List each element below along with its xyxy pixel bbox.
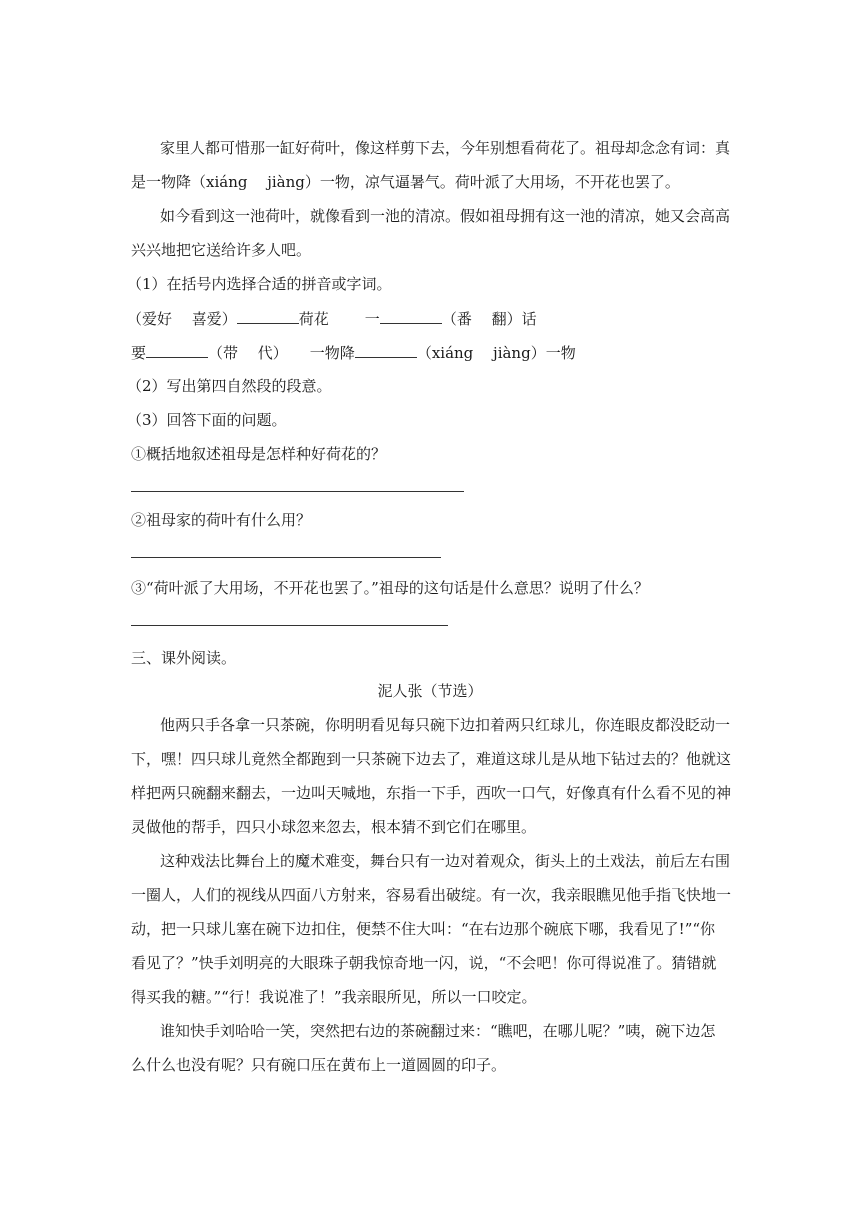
- option-text: 荷花: [298, 310, 329, 328]
- passage-line: 样把两只碗翻来翻去，一边叫天喊地，东指一下手，西吹一口气，好像真有什么看不见的神: [131, 784, 732, 802]
- passage-line: 一圈人，人们的视线从四面八方射来，容易看出破绽。有一次，我亲眼瞧见他手指飞快地一: [131, 886, 732, 904]
- question-1: （1）在括号内选择合适的拼音或字词。: [127, 275, 392, 293]
- section-heading: 三、课外阅读。: [131, 649, 237, 667]
- passage-title: 泥人张（节选）: [377, 682, 483, 700]
- passage-line: 家里人都可惜那一缸好荷叶，像这样剪下去，今年别想看荷花了。祖母却念念有词：真: [160, 139, 731, 157]
- fill-blank[interactable]: [355, 342, 417, 358]
- option-text: （爱好 喜爱）: [127, 310, 237, 328]
- option-text: （番 翻）话: [441, 310, 537, 328]
- option-text: 一: [364, 310, 380, 328]
- answer-line[interactable]: [131, 557, 441, 558]
- question-1-row-1: [127, 308, 727, 329]
- question-1-row-2: [131, 342, 731, 363]
- question-3-1: ①概括地叙述祖母是怎样种好荷花的？: [131, 445, 387, 463]
- passage-line: 灵做他的帮手，四只小球忽来忽去，根本猜不到它们在哪里。: [131, 818, 537, 836]
- question-3-2: ②祖母家的荷叶有什么用？: [131, 511, 312, 529]
- fill-blank[interactable]: [380, 308, 442, 324]
- passage-line: 他两只手各拿一只茶碗，你明明看见每只碗下边扣着两只红球儿，你连眼皮都没眨动一: [160, 716, 731, 734]
- option-text: （带 代）: [208, 344, 288, 362]
- question-3: （3）回答下面的问题。: [127, 411, 287, 429]
- answer-line[interactable]: [131, 491, 464, 492]
- answer-line[interactable]: [131, 625, 448, 626]
- passage-line: 动，把一只球儿塞在碗下边扣住，便禁不住大叫：“在右边那个碗底下哪，我看见了!”“你: [131, 920, 716, 938]
- passage-line: 么什么也没有呢？只有碗口压在黄布上一道圆圆的印子。: [131, 1056, 507, 1074]
- question-2: （2）写出第四自然段的段意。: [127, 377, 332, 395]
- passage-line: 看见了？”快手刘明亮的大眼珠子朝我惊奇地一闪，说，“不会吧！你可得说准了。猜错就: [131, 954, 717, 972]
- passage-line: 这种戏法比舞台上的魔术难变，舞台只有一边对着观众，街头上的土戏法，前后左右围: [160, 852, 731, 870]
- passage-line: 兴兴地把它送给许多人吧。: [131, 241, 312, 259]
- fill-blank[interactable]: [237, 308, 299, 324]
- option-text: 要: [131, 344, 147, 362]
- question-3-3: ③“荷叶派了大用场，不开花也罢了。”祖母的这句话是什么意思？说明了什么？: [131, 579, 649, 597]
- passage-line: 如今看到这一池荷叶，就像看到一池的清凉。假如祖母拥有这一池的清凉，她又会高高: [160, 207, 731, 225]
- passage-line: 得买我的糖。”“行！我说准了！”我亲眼所见，所以一口咬定。: [131, 988, 537, 1006]
- fill-blank[interactable]: [146, 342, 208, 358]
- option-text: 一物降: [309, 344, 355, 362]
- option-text: （xiáng jiàng）一物: [416, 344, 576, 362]
- passage-line: 下，嘿！四只球儿竟然全都跑到一只茶碗下边去了，难道这球儿是从地下钻过去的？他就这: [131, 750, 732, 768]
- passage-line: 谁知快手刘哈哈一笑，突然把右边的茶碗翻过来：“瞧吧，在哪儿呢？”咦，碗下边怎: [160, 1022, 716, 1040]
- passage-line: 是一物降（xiáng jiàng）一物，凉气逼暑气。荷叶派了大用场，不开花也罢了。: [131, 173, 680, 191]
